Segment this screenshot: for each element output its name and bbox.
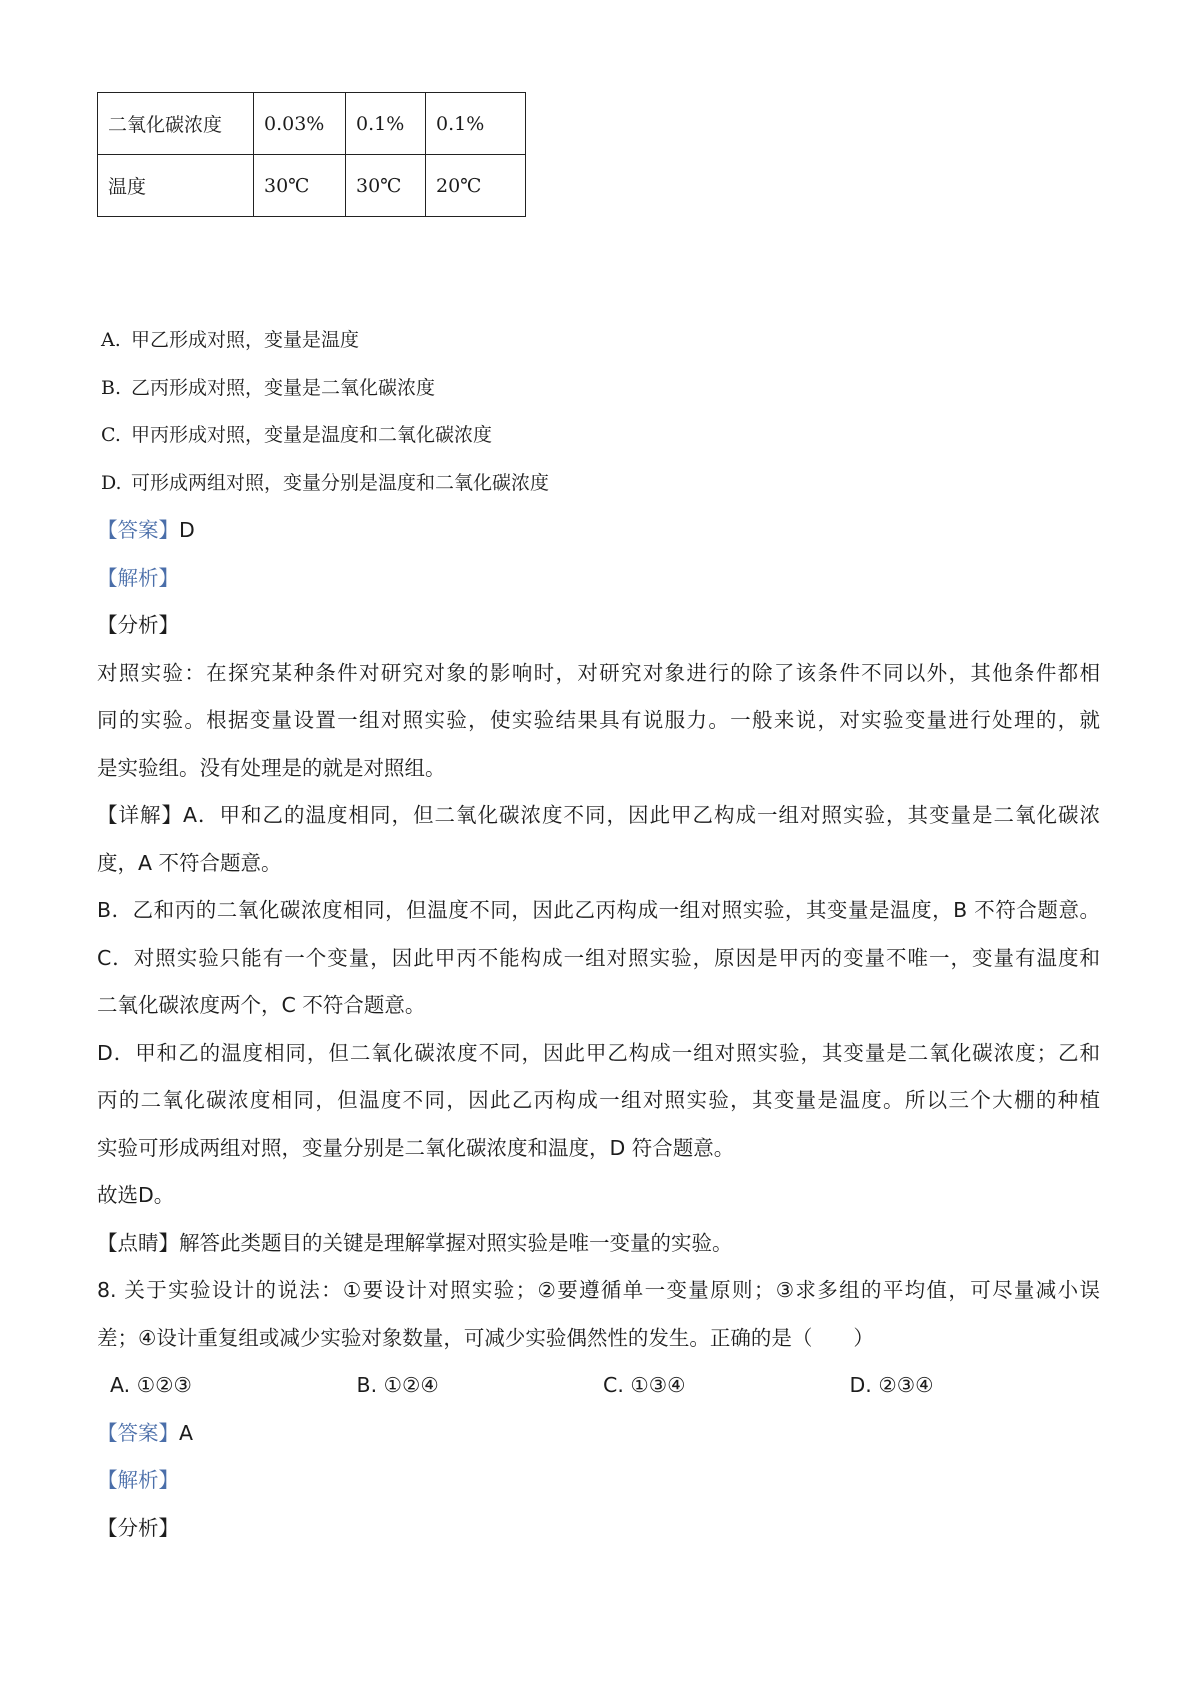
q7-detail-d-line: 实验可形成两组对照，变量分别是二氧化碳浓度和温度，D 符合题意。 xyxy=(97,1135,735,1160)
answer-tag: 【答案】 xyxy=(97,1420,179,1445)
analysis-tag: 【分析】 xyxy=(97,1515,179,1540)
q7-analysis-line: 是实验组。没有处理是的就是对照组。 xyxy=(97,755,446,780)
q7-option-c xyxy=(97,412,1100,460)
option-label: B. xyxy=(101,376,122,399)
q7-detail-c-line: C．对照实验只能有一个变量，因此甲丙不能构成一组对照实验，原因是甲丙的变量不唯一，变量有温度和 xyxy=(97,945,1100,970)
option-label: A. xyxy=(110,1373,131,1397)
q7-detail-c-line: 二氧化碳浓度两个，C 不符合题意。 xyxy=(97,993,426,1017)
q7-conclusion: 故选D。 xyxy=(97,1183,175,1207)
explanation-tag: 【解析】 xyxy=(97,565,179,590)
table-cell-label: 温度 xyxy=(98,155,254,217)
option-label: C. xyxy=(101,424,121,446)
q8-option-c xyxy=(603,1362,850,1410)
option-text: 可形成两组对照，变量分别是温度和二氧化碳浓度 xyxy=(131,471,550,494)
table-cell-value: 0.1% xyxy=(346,93,426,155)
q7-option-a xyxy=(97,317,1100,365)
q7-detail-a-line: 度，A 不符合题意。 xyxy=(97,850,282,875)
option-label: C. xyxy=(603,1373,624,1397)
answer-value: A xyxy=(179,1420,194,1445)
q8-explanation-heading xyxy=(97,1457,1100,1505)
analysis-tag: 【分析】 xyxy=(97,613,179,637)
detail-tag: 【详解】 xyxy=(97,803,183,827)
experiment-conditions-table xyxy=(97,92,526,217)
q7-detail-d-line: D．甲和乙的温度相同，但二氧化碳浓度不同，因此甲乙构成一组对照实验，其变量是二氧化碳浓度；乙和 xyxy=(97,1040,1100,1065)
q8-analysis-heading xyxy=(97,1505,1100,1553)
answer-value: D xyxy=(179,518,195,542)
option-text: ①②④ xyxy=(383,1373,439,1397)
option-label: D. xyxy=(101,471,122,494)
table-cell-label: 二氧化碳浓度 xyxy=(98,93,254,155)
option-text: 乙丙形成对照，变量是二氧化碳浓度 xyxy=(131,376,436,399)
q7-detail-d-line: 丙的二氧化碳浓度相同，但温度不同，因此乙丙构成一组对照实验，其变量是温度。所以三个大棚的种植 xyxy=(97,1088,1100,1112)
q8-option-d xyxy=(850,1362,1097,1410)
q8-options xyxy=(97,1362,1100,1410)
tip-tag: 【点睛】 xyxy=(97,1230,179,1255)
q7-analysis-line: 同的实验。根据变量设置一组对照实验，使实验结果具有说服力。一般来说，对实验变量进行处理的，就 xyxy=(97,708,1100,732)
table-cell-value: 0.03% xyxy=(254,93,346,155)
answer-tag: 【答案】 xyxy=(97,518,179,542)
q8-stem-line: 差；④设计重复组或减少实验对象数量，可减少实验偶然性的发生。正确的是（ ） xyxy=(97,1325,874,1350)
option-text: 甲乙形成对照，变量是温度 xyxy=(131,329,360,351)
q7-detail-b-line: B．乙和丙的二氧化碳浓度相同，但温度不同，因此乙丙构成一组对照实验，其变量是温度，B 不符合题意。 xyxy=(97,898,1100,922)
q8-option-b xyxy=(357,1362,604,1410)
option-text: 甲丙形成对照，变量是温度和二氧化碳浓度 xyxy=(131,424,493,446)
q7-tip xyxy=(97,1220,1100,1268)
table-row-co2 xyxy=(98,93,526,155)
option-label: A. xyxy=(101,329,121,351)
table-cell-value: 0.1% xyxy=(426,93,526,155)
q7-analysis-line: 对照实验：在探究某种条件对研究对象的影响时，对研究对象进行的除了该条件不同以外，其他条件都相 xyxy=(97,660,1100,685)
option-text: ②③④ xyxy=(878,1373,934,1397)
q7-analysis-heading xyxy=(97,602,1100,650)
table-cell-value: 30℃ xyxy=(346,155,426,217)
q7-option-b xyxy=(97,365,1100,413)
q7-option-d xyxy=(97,460,1100,508)
explanation-tag: 【解析】 xyxy=(97,1468,179,1492)
q8-option-a xyxy=(110,1362,357,1410)
option-text: ①②③ xyxy=(136,1373,192,1397)
document-body xyxy=(97,317,1100,1552)
option-label: B. xyxy=(356,1373,378,1397)
option-label: D. xyxy=(849,1373,872,1397)
q7-detail-a-line xyxy=(97,792,1100,840)
option-text: ①③④ xyxy=(630,1373,686,1397)
q8-answer xyxy=(97,1410,1100,1458)
detail-text: A．甲和乙的温度相同，但二氧化碳浓度不同，因此甲乙构成一组对照实验，其变量是二氧化碳浓 xyxy=(183,803,1100,827)
table-cell-value: 20℃ xyxy=(426,155,526,217)
q7-answer xyxy=(97,507,1100,555)
q8-stem-line: 8. 关于实验设计的说法：①要设计对照实验；②要遵循单一变量原则；③求多组的平均值，可尽量减小误 xyxy=(97,1278,1100,1302)
tip-text: 解答此类题目的关键是理解掌握对照实验是唯一变量的实验。 xyxy=(179,1230,733,1255)
table-cell-value: 30℃ xyxy=(254,155,346,217)
q7-explanation-heading xyxy=(97,555,1100,603)
table-row-temperature xyxy=(98,155,526,217)
